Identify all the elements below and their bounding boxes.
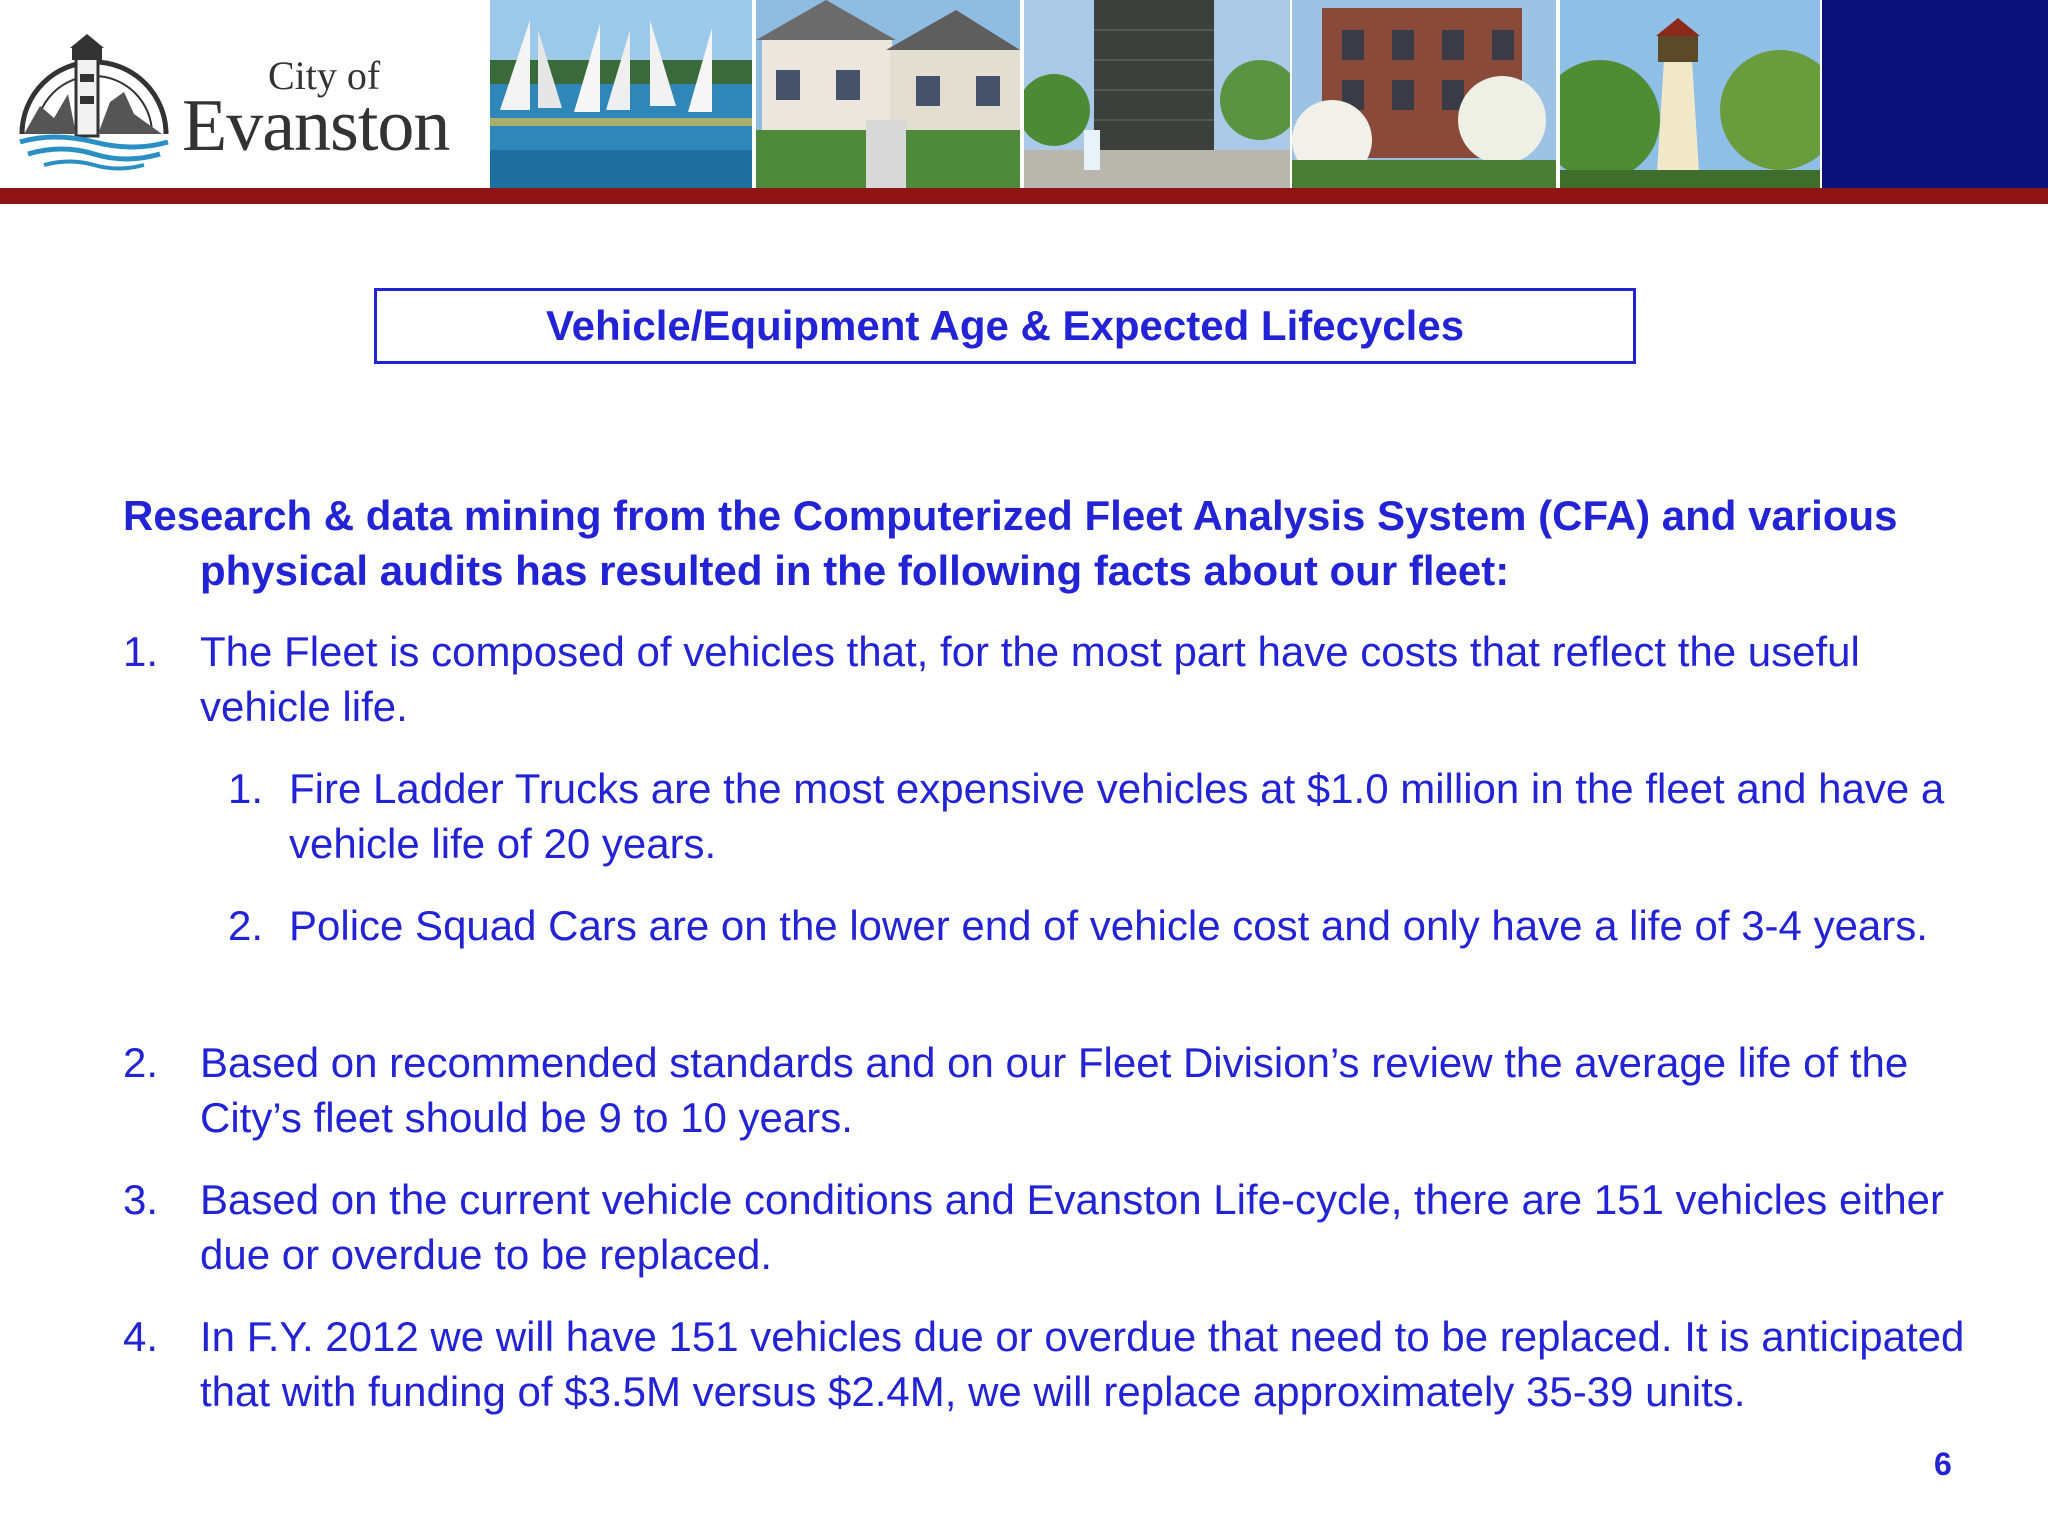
logo-city-of-text: City of	[268, 53, 381, 98]
list-item-text: Based on recommended standards and on our Fleet Division’s review the average life of the City’s fleet should be 9 to 10 years.	[200, 1039, 1909, 1141]
slide-title: Vehicle/Equipment Age & Expected Lifecycles	[545, 302, 1465, 349]
header-banner	[0, 0, 2048, 188]
list-item-number: 4.	[123, 1313, 159, 1360]
list-item-text: Police Squad Cars are on the lower end of vehicle cost and only have a life of 3-4 years.	[289, 902, 1928, 949]
lighthouse-photo	[1560, 0, 1820, 188]
list-item	[123, 1172, 1983, 1282]
sub-list-item	[228, 761, 1988, 871]
list-item	[123, 1309, 1983, 1419]
city-logo	[0, 0, 488, 188]
intro-paragraph: Research & data mining from the Computerized Fleet Analysis System (CFA) and various physical audits has resulted in the following facts about our fleet:	[123, 492, 1898, 594]
houses-photo	[756, 0, 1020, 188]
list-item	[123, 1035, 1983, 1145]
list-item-text: In F.Y. 2012 we will have 151 vehicles due or overdue that need to be replaced. It is anticipated that with funding of $3.5M versus $2.4M, we will replace approximately 35-39 units.	[200, 1313, 1965, 1415]
list-item-number: 2.	[123, 1039, 159, 1086]
page-number: 6	[1934, 1446, 1952, 1482]
brick-building-photo	[1292, 0, 1556, 188]
list-item	[123, 624, 1983, 734]
list-item-number: 2.	[228, 902, 264, 949]
sailboats-photo	[490, 0, 752, 188]
list-item-number: 1.	[123, 628, 159, 675]
banner-divider-rule	[0, 188, 2048, 204]
office-tower-photo	[1024, 0, 1290, 188]
banner-navy-block	[1822, 0, 2048, 188]
list-item-text: The Fleet is composed of vehicles that, for the most part have costs that reflect the useful vehicle life.	[200, 628, 1860, 730]
sub-list-item	[228, 898, 1988, 953]
logo-city-name: Evanston	[182, 85, 450, 167]
list-item-text: Based on the current vehicle conditions and Evanston Life-cycle, there are 151 vehicles either due or overdue to be replaced.	[200, 1176, 1945, 1278]
list-item-text: Fire Ladder Trucks are the most expensive vehicles at $1.0 million in the fleet and have a vehicle life of 20 years.	[289, 765, 1945, 867]
lighthouse-emblem-icon	[14, 22, 174, 172]
list-item-number: 3.	[123, 1176, 159, 1223]
list-item-number: 1.	[228, 765, 264, 812]
slide-title-box	[374, 288, 1636, 364]
